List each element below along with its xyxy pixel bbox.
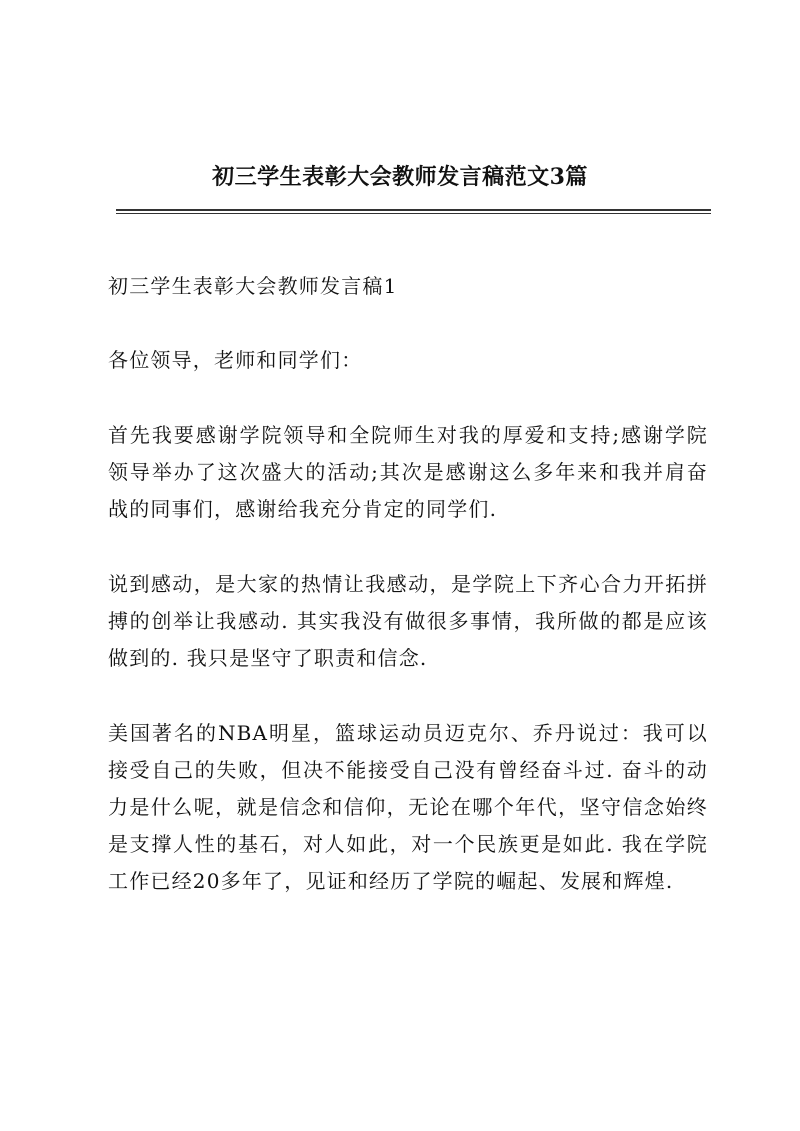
greeting-line: 各位领导，老师和同学们： bbox=[108, 348, 363, 372]
document-title: 初三学生表彰大会教师发言稿范文3篇 bbox=[212, 164, 588, 190]
paragraph-touched: 说到感动，是大家的热情让我感动，是学院上下齐心合力开拓拼搏的创举让我感动. 其实我没有做很多事情，我所做的都是应该做到的. 我只是坚守了职责和信念. bbox=[108, 572, 708, 670]
paragraph-belief: 美国著名的NBA明星，篮球运动员迈克尔、乔丹说过：我可以接受自己的失败，但决不能接受自己没有曾经奋斗过. 奋斗的动力是什么呢，就是信念和信仰，无论在哪个年代，坚守信念始终是支撑人性的基石，对人如此，对一个民族更是如此. 我在学院工作已经20多年了，见证和经历了学院的崛起、发展和辉煌. bbox=[108, 721, 708, 893]
document-body bbox=[108, 268, 708, 938]
section-heading: 初三学生表彰大会教师发言稿1 bbox=[108, 274, 398, 298]
title-divider bbox=[116, 209, 711, 214]
paragraph-thanks: 首先我要感谢学院领导和全院师生对我的厚爱和支持;感谢学院领导举办了这次盛大的活动;其次是感谢这么多年来和我并肩奋战的同事们，感谢给我充分肯定的同学们. bbox=[108, 423, 708, 521]
